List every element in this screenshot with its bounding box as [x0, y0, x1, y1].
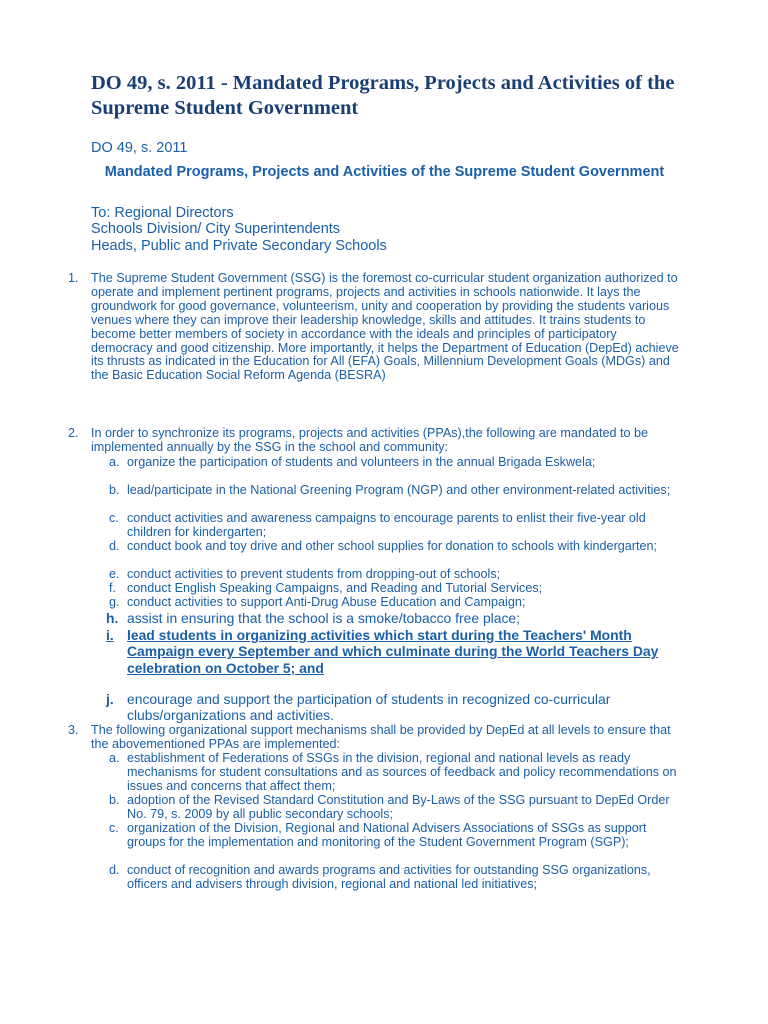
sub-item-letter: a. — [109, 751, 120, 765]
sub-item-letter: b. — [109, 793, 120, 807]
sub-item-text: adoption of the Revised Standard Constitution and By-Laws of the SSG pursuant to DepEd Order No. 79, s. 2009 by all public secondary schools; — [127, 793, 670, 821]
sub-item-text: encourage and support the participation of students in recognized co-curricular clubs/organizations and activities. — [127, 691, 611, 724]
sub-item-text: lead/participate in the National Greening Program (NGP) and other environment-related activities; — [127, 483, 671, 497]
sub-item-text: establishment of Federations of SSGs in the division, regional and national levels as ready mechanisms for student consultations and as sources of feedback and policy recommendations on issues and concerns that affect them; — [127, 751, 677, 793]
sub-item-text: conduct activities and awareness campaigns to encourage parents to enlist their five-year old children for kindergarten; — [127, 511, 646, 539]
sub-item-letter: i. — [106, 627, 114, 643]
sub-item-letter: d. — [109, 863, 120, 877]
sub-item-letter: g. — [109, 595, 120, 609]
order-subtitle: Mandated Programs, Projects and Activities of the Supreme Student Government — [104, 164, 665, 180]
order-code: DO 49, s. 2011 — [91, 140, 188, 156]
sub-item-text: conduct of recognition and awards programs and activities for outstanding SSG organizations, officers and advisers through division, regional and national led initiatives; — [127, 863, 651, 891]
addressee-block — [91, 205, 691, 254]
sub-item-letter: b. — [109, 483, 120, 497]
sub-item-letter: d. — [109, 539, 120, 553]
addressee-line: To: Regional Directors — [91, 205, 234, 221]
item-number: 1. — [68, 271, 79, 285]
addressee-line: Schools Division/ City Superintendents — [91, 221, 341, 238]
addressee-line: Heads, Public and Private Secondary Schools — [91, 237, 387, 254]
item-text: The Supreme Student Government (SSG) is the foremost co-curricular student organization authorized to operate and implement pertinent programs, projects and activities in schools nationwide. It lays the groundwork for good governance, volunteerism, unity and cooperation by providing the students various venues where they can improve their leadership knowledge, skills and attitudes. It trains students to become better members of society in accordance with the ideals and principles of participatory democracy and good citizenship. More importantly, it helps the Department of Education (DepEd) achieve its thrusts as indicated in the Education for All (EFA) Goals, Millennium Development Goals (MDGs) and the Basic Education Social Reform Agenda (BESRA) — [91, 271, 679, 383]
sub-item-text: conduct book and toy drive and other school supplies for donation to schools with kindergarten; — [127, 539, 657, 553]
document-title: DO 49, s. 2011 - Mandated Programs, Projects and Activities of the Supreme Student Government — [91, 72, 675, 119]
item-number: 2. — [68, 426, 79, 440]
sub-item-letter: j. — [106, 691, 114, 707]
sub-item-text: conduct activities to prevent students from dropping-out of schools; — [127, 567, 501, 581]
sub-item-text: organization of the Division, Regional and National Advisers Associations of SSGs as support groups for the implementation and monitoring of the Student Government Program (SGP); — [127, 821, 647, 849]
item-text: In order to synchronize its programs, projects and activities (PPAs),the following are mandated to be implemented annually by the SSG in the school and community: — [91, 426, 648, 454]
sub-item-text: assist in ensuring that the school is a smoke/tobacco free place; — [127, 610, 521, 626]
item-number: 3. — [68, 723, 79, 737]
sub-item-letter: f. — [109, 581, 116, 595]
sub-item-text: organize the participation of students and volunteers in the annual Brigada Eskwela; — [127, 455, 596, 469]
sub-item-letter: c. — [109, 511, 119, 525]
sub-item-letter: c. — [109, 821, 119, 835]
item-text: The following organizational support mechanisms shall be provided by DepEd at all levels to ensure that the abovementioned PPAs are implemented: — [91, 723, 671, 751]
sub-item-text[interactable]: lead students in organizing activities which start during the Teachers' Month Campaign every September and which culminate during the World Teachers Day celebration on October 5; and — [127, 627, 659, 676]
sub-item-letter: h. — [106, 610, 119, 626]
sub-item-letter: a. — [109, 455, 120, 469]
sub-item-text: conduct activities to support Anti-Drug Abuse Education and Campaign; — [127, 595, 526, 609]
sub-item-letter: e. — [109, 567, 120, 581]
sub-item-text: conduct English Speaking Campaigns, and Reading and Tutorial Services; — [127, 581, 543, 595]
